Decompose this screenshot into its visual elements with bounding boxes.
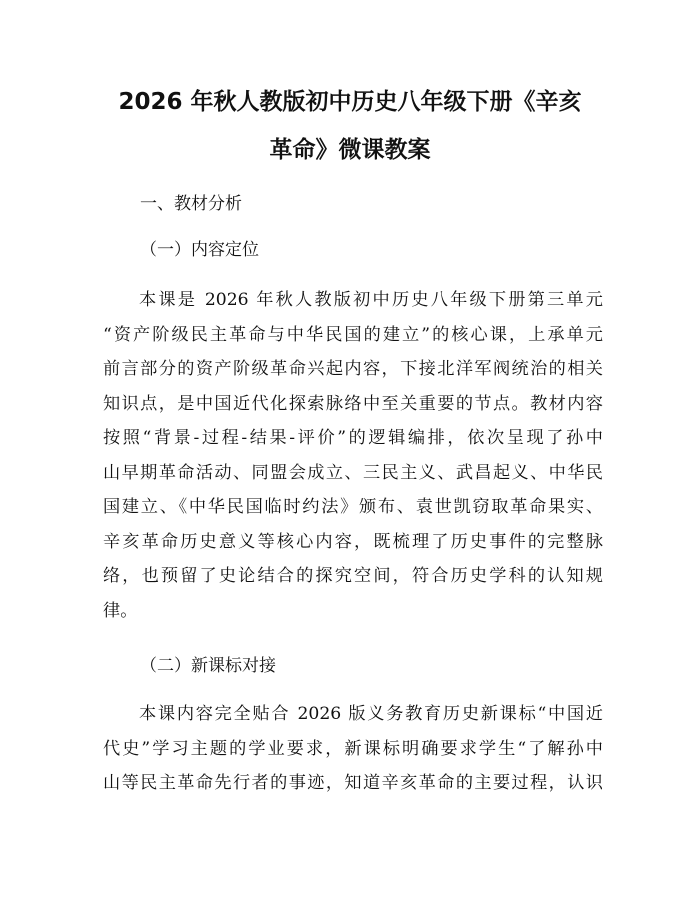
- paragraph-new-curriculum-standard: [103, 697, 603, 801]
- paragraph-line: 本课是 2026 年秋人教版初中历史八年级下册第三单元: [139, 290, 603, 310]
- paragraph-line: 前言部分的资产阶级革命兴起内容，下接北洋军阀统治的相关: [103, 359, 603, 379]
- paragraph-content-positioning: [103, 283, 603, 628]
- section-heading-teaching-material-analysis: 一、教材分析: [140, 194, 242, 214]
- paragraph-line: 按照“背景-过程-结果-评价”的逻辑编排，依次呈现了孙中: [103, 428, 603, 448]
- paragraph-line: 本课内容完全贴合 2026 版义务教育历史新课标“中国近: [139, 704, 603, 724]
- paragraph-line: 山早期革命活动、同盟会成立、三民主义、武昌起义、中华民: [103, 462, 603, 483]
- paragraph-line: 山等民主革命先行者的事迹，知道辛亥革命的主要过程，认识: [103, 773, 603, 793]
- document-title-line-1: 2026 年秋人教版初中历史八年级下册《辛亥: [118, 89, 582, 115]
- subsection-heading-new-curriculum-standard: （二）新课标对接: [140, 656, 276, 676]
- paragraph-line: 知识点，是中国近代化探索脉络中至关重要的节点。教材内容: [103, 393, 603, 414]
- paragraph-line: 代史”学习主题的学业要求，新课标明确要求学生“了解孙中: [103, 738, 603, 759]
- paragraph-line: 络，也预留了史论结合的探究空间，符合历史学科的认知规: [103, 566, 603, 586]
- subsection-heading-content-positioning: （一）内容定位: [140, 240, 259, 260]
- paragraph-line: 律。: [103, 600, 138, 621]
- paragraph-line: 国建立、《中华民国临时约法》颁布、袁世凯窃取革命果实、: [103, 497, 603, 517]
- paragraph-line: “资产阶级民主革命与中华民国的建立”的核心课，上承单元: [103, 324, 603, 345]
- document-title-line-2: 革命》微课教案: [269, 137, 431, 163]
- paragraph-line: 辛亥革命历史意义等核心内容，既梳理了历史事件的完整脉: [103, 531, 603, 552]
